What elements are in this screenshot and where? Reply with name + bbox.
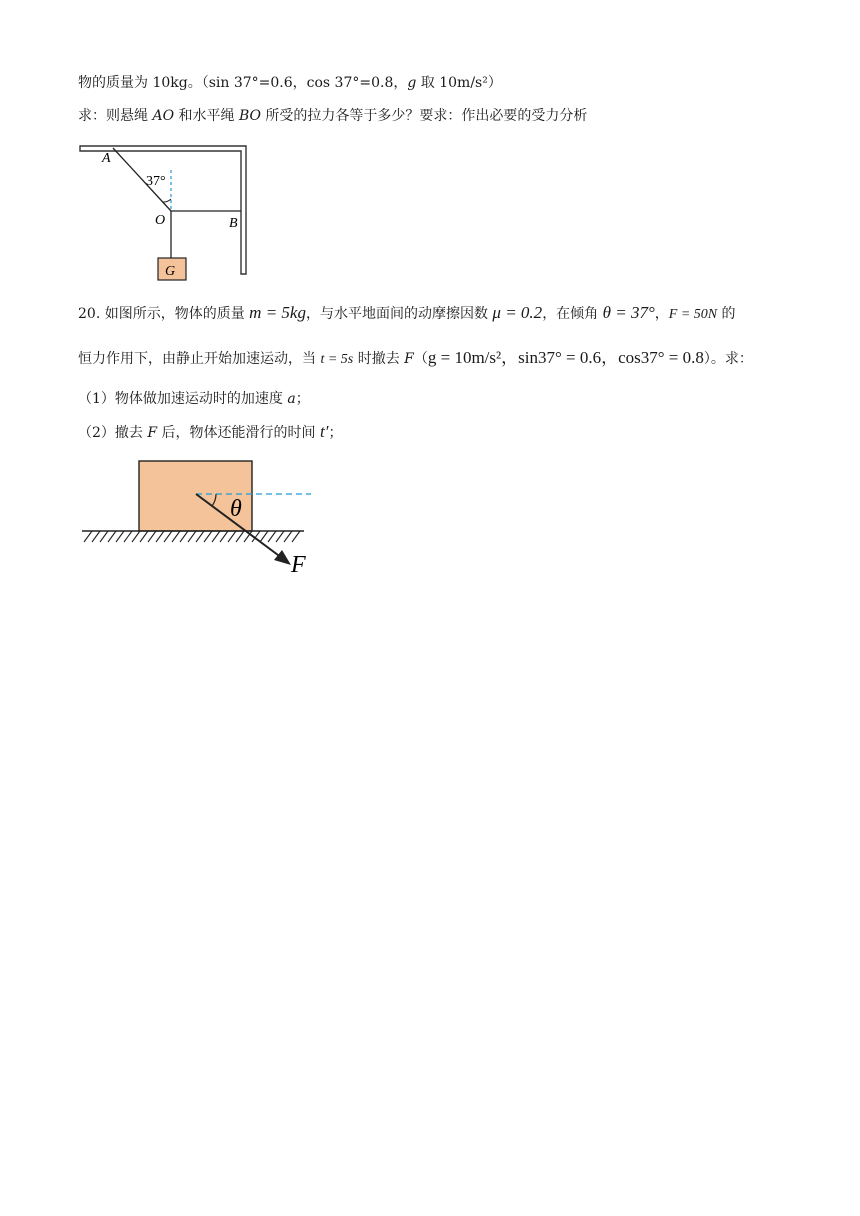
q20-sub-question-2: （2）撤去 F 后，物体还能滑行的时间 t′； (78, 422, 343, 441)
question-number: 20. (78, 306, 101, 322)
q20-line-2: 恒力作用下，由静止开始加速运动，当 t = 5s 时撤去 F（g = 10m/s²，sin37° = 0.6，cos37° = 0.8）。求： (78, 348, 753, 367)
q20-line-1: 20. 如图所示，物体的质量 m = 5kg，与水平地面间的动摩擦因数 μ = 0.2，在倾角 θ = 37°，F = 50N 的 (78, 303, 736, 322)
q19-mass-line: 物的质量为 10kg。（sin 37°=0.6，cos 37°=0.8，g 取 10m/s²） (78, 75, 502, 91)
ground-hatching (84, 531, 300, 542)
force-label: F (291, 552, 306, 578)
label-angle-37: 37° (146, 174, 166, 189)
label-o: O (155, 213, 166, 228)
q20-sub-question-1: （1）物体做加速运动时的加速度 a； (78, 391, 310, 407)
label-b: B (229, 216, 238, 231)
label-g: G (165, 264, 176, 279)
label-a: A (102, 151, 111, 166)
q19-question-line: 求：则悬绳 AO 和水平绳 BO 所受的拉力各等于多少？要求：作出必要的受力分析 (78, 108, 588, 124)
force-arrowhead (274, 550, 291, 565)
theta-label: θ (230, 496, 242, 522)
